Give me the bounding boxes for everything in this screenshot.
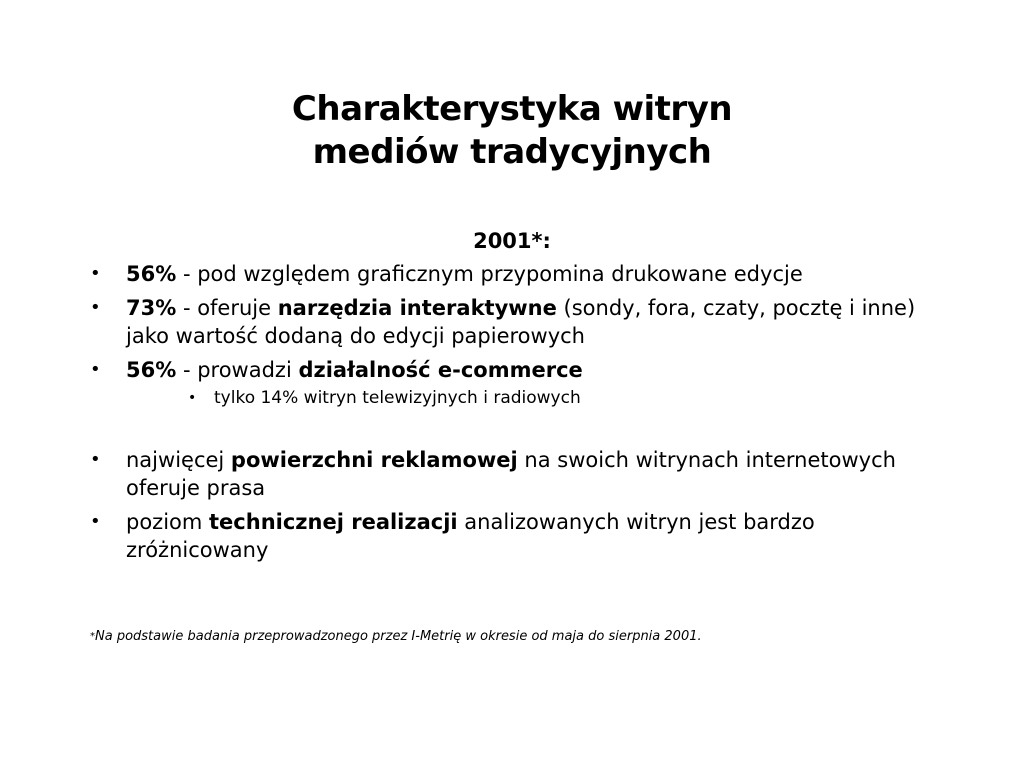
bullet-icon: • [90,511,101,532]
bullet-icon: • [90,297,101,318]
sub-bullet-text: tylko 14% witryn telewizyjnych i radiowych [214,388,581,408]
bullet-item-advertising-space [90,446,950,502]
sub-bullet-icon: • [188,390,197,406]
slide-title-line-1: Charakterystyka witryn [291,89,733,129]
bullet-text [126,358,583,382]
bullet-description: - prowadzi [176,358,299,382]
slide-title-line-2: mediów tradycyjnych [312,132,712,172]
bullet-percent: 73% [126,296,177,320]
bullet-text [126,262,803,286]
bullet-emphasis: działalność e-commerce [298,358,583,382]
footnote [90,628,702,646]
bullet-description: najwięcej [126,448,231,472]
bullet-description: - oferuje [176,296,278,320]
bullet-percent: 56% [126,262,177,286]
bullet-emphasis: narzędzia interaktywne [277,296,557,320]
bullet-item-graphic-similarity [90,260,950,288]
bullet-text [126,510,815,562]
bullet-icon: • [90,263,101,284]
year-subheading: 2001*: [473,229,551,253]
bullet-item-technical-realization [90,508,950,564]
footnote-text: Na podstawie badania przeprowadzonego przez I-Metrię w okresie od maja do sierpnia 2001. [95,629,702,644]
footnote-asterisk: * [90,631,95,642]
bullet-description-tail: analizowanych witryn jest bardzo zróżnicowany [126,510,815,562]
sub-bullet-tv-radio [188,386,950,410]
bullet-icon: • [90,359,101,380]
bullet-item-ecommerce [90,356,950,384]
bullet-description: - pod względem graficznym przypomina drukowane edycje [176,262,803,286]
bullet-description-tail: (sondy, fora, czaty, pocztę i inne) jako wartość dodaną do edycji papierowych [126,296,916,348]
bullet-description: poziom [126,510,210,534]
bullet-text [126,448,896,500]
bullet-percent: 56% [126,358,177,382]
bullet-description-tail: na swoich witrynach internetowych oferuje prasa [126,448,896,500]
bullet-text [126,296,915,348]
bullet-item-interactive-tools [90,294,950,350]
bullet-list [90,260,950,570]
slide-title [0,88,1024,174]
bullet-icon: • [90,449,101,470]
bullet-emphasis: technicznej realizacji [209,510,458,534]
bullet-emphasis: powierzchni reklamowej [230,448,518,472]
